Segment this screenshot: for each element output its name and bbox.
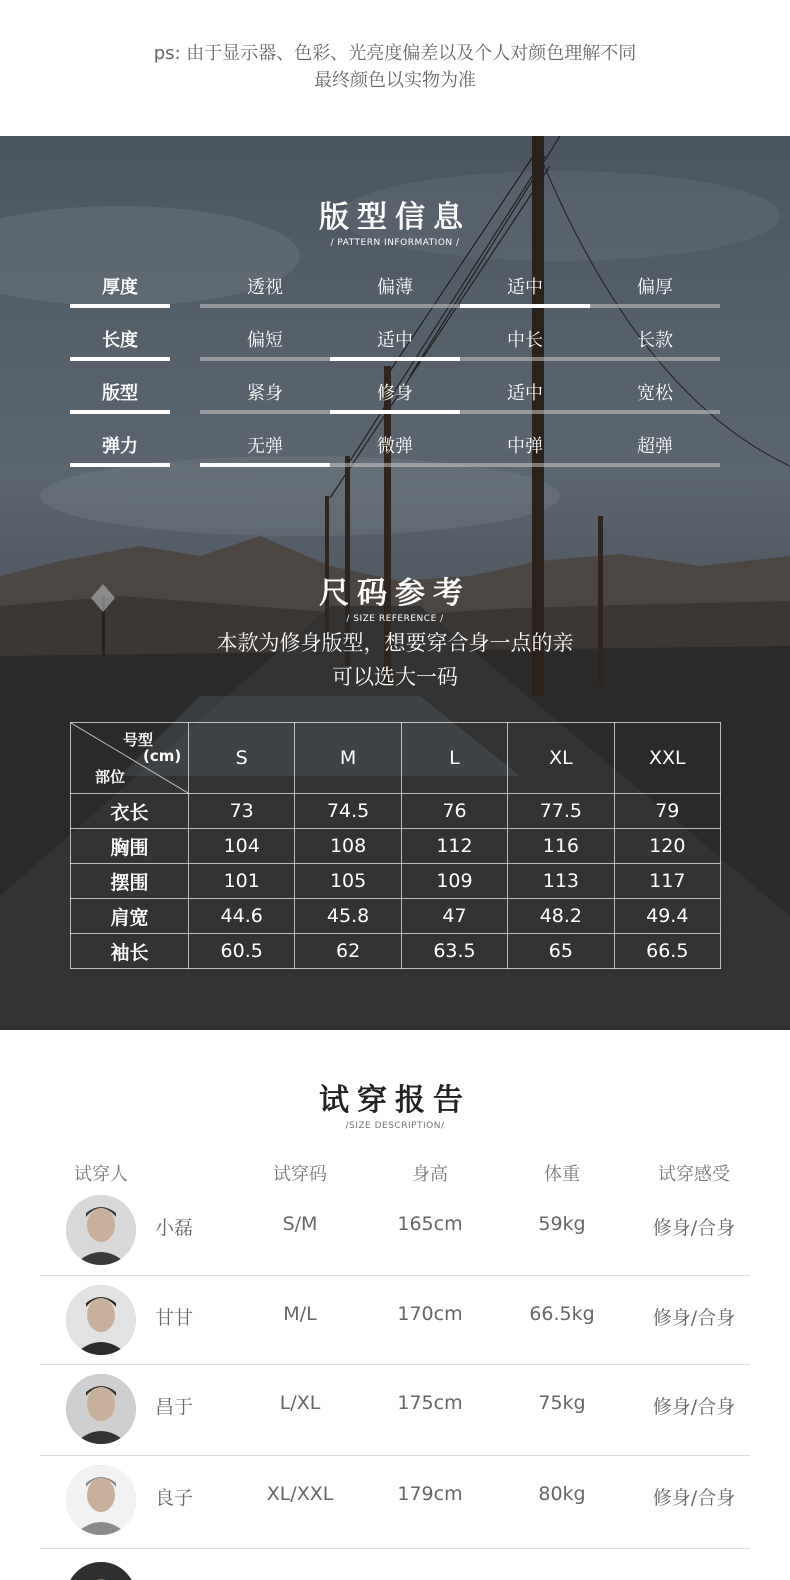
size-row-part: 肩宽 xyxy=(71,899,189,934)
disclaimer-line-1: ps: 由于显示器、色彩、光亮度偏差以及个人对颜色理解不同 xyxy=(153,43,637,64)
tester-feeling: 修身/合身 xyxy=(652,1396,736,1418)
pattern-label-underline xyxy=(70,463,170,467)
tester-height: 165cm xyxy=(397,1213,463,1235)
pattern-row-label: 弹力 xyxy=(102,436,138,457)
size-value-cell: 120 xyxy=(614,829,720,864)
size-value-cell: 74.5 xyxy=(295,794,401,829)
size-value-cell: 112 xyxy=(401,829,507,864)
pattern-option-selected-indicator xyxy=(200,463,330,467)
size-value-cell: 76 xyxy=(401,794,507,829)
pattern-option: 偏厚 xyxy=(637,277,673,298)
size-chart-row xyxy=(71,864,721,899)
report-title-block xyxy=(0,1075,790,1131)
pattern-option: 透视 xyxy=(247,277,283,298)
size-value-cell: 116 xyxy=(508,829,614,864)
pattern-option-track xyxy=(200,410,720,414)
size-advice xyxy=(0,626,790,694)
tester-avatar xyxy=(66,1195,136,1265)
size-value-cell: 105 xyxy=(295,864,401,899)
size-column-header: XL xyxy=(508,723,614,794)
tester-name: 良子 xyxy=(155,1487,194,1509)
size-chart-body xyxy=(71,794,721,969)
report-column-header: 身高 xyxy=(412,1164,448,1185)
tester-weight: 66.5kg xyxy=(529,1303,595,1325)
tester-feeling: 修身/合身 xyxy=(652,1217,736,1239)
pattern-label-underline xyxy=(70,304,170,308)
tester-size: M/L xyxy=(283,1303,317,1325)
report-row xyxy=(0,1455,790,1543)
size-value-cell: 104 xyxy=(189,829,295,864)
tester-feeling: 修身/合身 xyxy=(652,1307,736,1329)
pattern-row-label: 厚度 xyxy=(102,277,138,298)
tester-height: 179cm xyxy=(397,1483,463,1505)
pattern-title: 版型信息 xyxy=(319,200,471,235)
pattern-option-selected-indicator xyxy=(330,410,460,414)
pattern-option: 长款 xyxy=(637,330,673,351)
pattern-row-label: 长度 xyxy=(102,330,138,351)
tester-weight: 75kg xyxy=(538,1392,586,1414)
pattern-row xyxy=(0,273,790,313)
pattern-option: 适中 xyxy=(507,277,543,298)
size-reference-subtitle: / SIZE REFERENCE / xyxy=(346,614,444,624)
size-value-cell: 101 xyxy=(189,864,295,899)
report-column-header: 试穿人 xyxy=(74,1164,128,1185)
size-value-cell: 60.5 xyxy=(189,934,295,969)
size-value-cell: 45.8 xyxy=(295,899,401,934)
report-subtitle: /SIZE DESCRIPTION/ xyxy=(345,1121,445,1131)
tester-height: 170cm xyxy=(397,1303,463,1325)
pattern-option: 偏薄 xyxy=(377,277,413,298)
pattern-option-selected-indicator xyxy=(330,357,460,361)
size-column-header: M xyxy=(295,723,401,794)
pattern-option: 无弹 xyxy=(247,436,283,457)
tester-weight: 59kg xyxy=(538,1213,586,1235)
size-value-cell: 109 xyxy=(401,864,507,899)
pattern-label-underline xyxy=(70,410,170,414)
pattern-option: 修身 xyxy=(377,383,413,404)
size-chart-row xyxy=(71,829,721,864)
pattern-option-selected-indicator xyxy=(460,304,590,308)
size-row-part: 衣长 xyxy=(71,794,189,829)
tester-avatar xyxy=(66,1465,136,1535)
pattern-option: 偏短 xyxy=(247,330,283,351)
size-row-part: 胸围 xyxy=(71,829,189,864)
report-row-divider xyxy=(40,1455,750,1456)
report-row xyxy=(0,1364,790,1452)
report-row-divider xyxy=(40,1275,750,1276)
report-row-divider xyxy=(40,1364,750,1365)
tester-avatar-partial xyxy=(66,1562,136,1580)
size-value-cell: 62 xyxy=(295,934,401,969)
size-column-header: S xyxy=(189,723,295,794)
report-title: 试穿报告 xyxy=(319,1083,471,1118)
size-chart-corner-cell xyxy=(71,723,189,794)
corner-part-label: 部位 xyxy=(95,768,126,786)
pattern-title-block xyxy=(0,192,790,248)
pattern-subtitle: / PATTERN INFORMATION / xyxy=(330,238,460,248)
pattern-row xyxy=(0,379,790,419)
tester-size: XL/XXL xyxy=(266,1483,334,1505)
size-value-cell: 47 xyxy=(401,899,507,934)
tester-name: 昌于 xyxy=(155,1396,194,1418)
size-value-cell: 77.5 xyxy=(508,794,614,829)
pattern-row xyxy=(0,326,790,366)
pattern-option: 微弹 xyxy=(377,436,413,457)
size-value-cell: 79 xyxy=(614,794,720,829)
size-advice-line-1: 本款为修身版型，想要穿合身一点的亲 xyxy=(216,631,574,655)
pattern-row-label: 版型 xyxy=(102,383,138,404)
size-value-cell: 44.6 xyxy=(189,899,295,934)
report-column-header: 试穿感受 xyxy=(658,1164,730,1185)
corner-size-label: 号型 xyxy=(123,731,154,749)
size-title-block xyxy=(0,568,790,624)
pattern-option: 超弹 xyxy=(637,436,673,457)
size-chart-table xyxy=(70,722,721,969)
tester-name: 小磊 xyxy=(155,1217,194,1239)
tester-avatar xyxy=(66,1285,136,1355)
pattern-label-underline xyxy=(70,357,170,361)
size-value-cell: 49.4 xyxy=(614,899,720,934)
pattern-option: 紧身 xyxy=(247,383,283,404)
report-row xyxy=(0,1275,790,1363)
pattern-option: 适中 xyxy=(377,330,413,351)
size-column-header: XXL xyxy=(614,723,720,794)
size-value-cell: 113 xyxy=(508,864,614,899)
pattern-option: 宽松 xyxy=(637,383,673,404)
size-row-part: 袖长 xyxy=(71,934,189,969)
size-column-header: L xyxy=(401,723,507,794)
pattern-size-section xyxy=(0,136,790,1030)
size-value-cell: 65 xyxy=(508,934,614,969)
report-column-header: 试穿码 xyxy=(273,1164,327,1185)
pattern-option: 中长 xyxy=(507,330,543,351)
size-value-cell: 108 xyxy=(295,829,401,864)
tester-size: L/XL xyxy=(279,1392,321,1414)
size-chart-row xyxy=(71,899,721,934)
size-advice-line-2: 可以选大一码 xyxy=(332,665,458,689)
report-column-header: 体重 xyxy=(544,1164,580,1185)
size-value-cell: 48.2 xyxy=(508,899,614,934)
tester-size: S/M xyxy=(282,1213,318,1235)
size-value-cell: 63.5 xyxy=(401,934,507,969)
size-row-part: 摆围 xyxy=(71,864,189,899)
pattern-option-track xyxy=(200,357,720,361)
tester-height: 175cm xyxy=(397,1392,463,1414)
size-value-cell: 66.5 xyxy=(614,934,720,969)
pattern-row xyxy=(0,432,790,472)
tester-feeling: 修身/合身 xyxy=(652,1487,736,1509)
pattern-option: 中弹 xyxy=(507,436,543,457)
size-chart-row xyxy=(71,794,721,829)
size-chart-header-row xyxy=(71,723,721,794)
color-disclaimer xyxy=(0,40,790,94)
tester-avatar xyxy=(66,1374,136,1444)
disclaimer-line-2: 最终颜色以实物为准 xyxy=(314,70,476,91)
tester-name: 甘甘 xyxy=(155,1307,194,1329)
report-row xyxy=(0,1185,790,1273)
size-value-cell: 117 xyxy=(614,864,720,899)
size-reference-title: 尺码参考 xyxy=(319,576,471,611)
size-value-cell: 73 xyxy=(189,794,295,829)
corner-unit-label: (cm) xyxy=(143,747,182,765)
tester-weight: 80kg xyxy=(538,1483,586,1505)
size-chart-row xyxy=(71,934,721,969)
report-row-divider xyxy=(40,1548,750,1549)
pattern-option: 适中 xyxy=(507,383,543,404)
